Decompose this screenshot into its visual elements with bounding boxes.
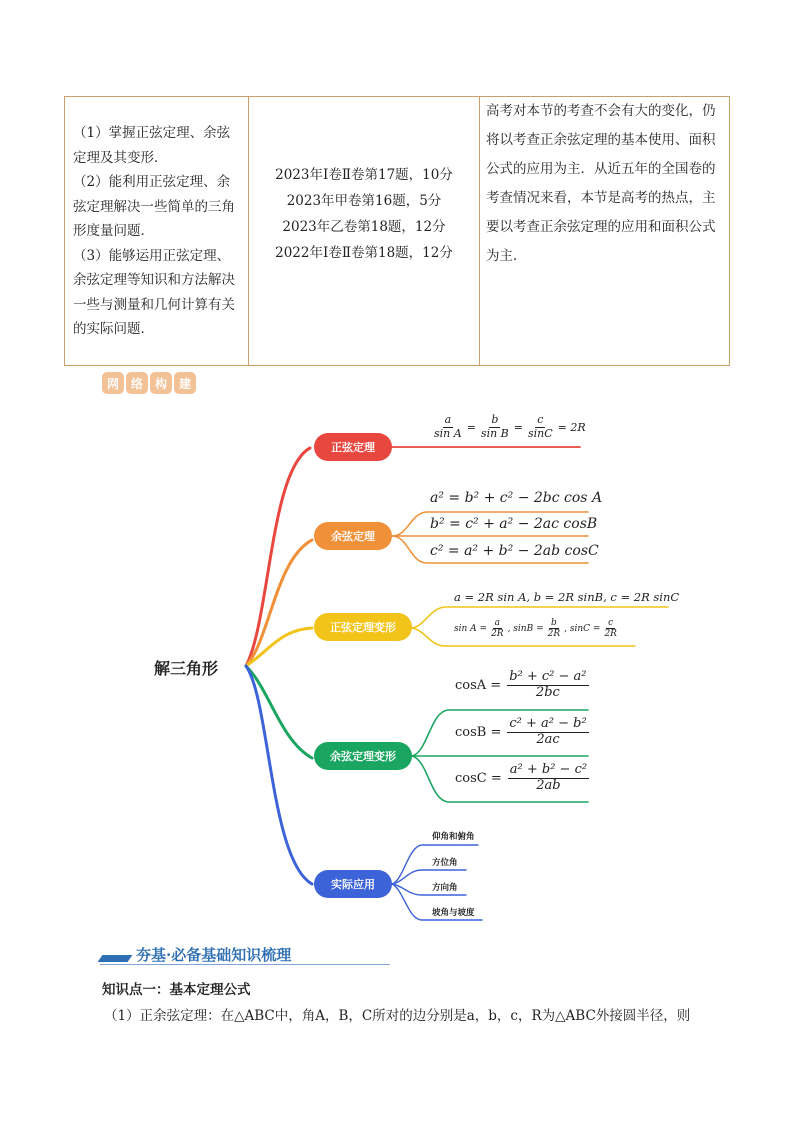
badge-char: 络 (126, 372, 148, 394)
exam-line-2: 2023年甲卷第16题，5分 (286, 193, 442, 209)
formula-sine-variant-1: a = 2R sin A, b = 2R sinB, c = 2R sinC (454, 590, 680, 604)
exam-line-1: 2023年Ⅰ卷Ⅱ卷第17题，10分 (275, 167, 453, 183)
badge-char: 构 (150, 372, 172, 394)
objective-2: （2）能利用正弦定理、余弦定理解决一些简单的三角形度量问题． (73, 174, 235, 239)
objective-1: （1）掌握正弦定理、余弦定理及其变形． (73, 125, 231, 166)
badge-char: 建 (174, 372, 196, 394)
application-direction-angle: 方向角 (432, 883, 458, 893)
formula-cos-variant-a: cosA = $\frac{\text{b² + c² − a²}}{2bc}$ (455, 669, 587, 700)
node-cosine-law: 余弦定理 (314, 522, 392, 550)
section-heading (100, 942, 390, 966)
application-slope: 坡角与坡度 (432, 908, 475, 918)
branch-line-application (246, 666, 312, 884)
branch-line-sine (246, 448, 310, 666)
application-bearing-angle: 方位角 (432, 858, 458, 868)
branch-line-cosine-var (246, 666, 312, 758)
node-application: 实际应用 (314, 870, 392, 898)
formula-cos-variant-c: cosC = $\frac{\text{a² + b² − c²}}{2ab}$ (455, 762, 588, 793)
knowledge-point-title: 知识点一：基本定理公式 (102, 982, 251, 998)
mindmap-root: 解三角形 (154, 659, 219, 678)
application-elevation-depression: 仰角和俯角 (432, 832, 475, 842)
section-heading-bar (98, 955, 133, 962)
analysis-text: 高考对本节的考查不会有大的变化，仍将以考查正余弦定理的基本使用、面积公式的应用为主．从近五年的全国卷的考查情况来看，本节是高考的热点，主要以考查正余弦定理的应用和面积公式为主． (486, 103, 716, 264)
exam-line-4: 2022年Ⅰ卷Ⅱ卷第18题，12分 (275, 245, 453, 261)
exam-line-3: 2023年乙卷第18题，12分 (282, 219, 446, 235)
formula-cos-c: c² = a² + b² − 2ab cosC (430, 543, 599, 559)
branch-line-cosine (246, 540, 312, 666)
formula-cos-b: b² = c² + a² − 2ac cosB (430, 516, 598, 532)
formula-sine-law: $\frac{a}{\text{sin A}}$ = $\frac{b}{\text{sin B}}$ = $\frac{c}{\sin C}$ = 2R (434, 413, 586, 440)
body-paragraph: （1）正余弦定理：在△ABC中，角A，B，C所对的边分别是a，b，c，R为△ABC外接圆半径，则 (104, 1008, 691, 1024)
badge-char: 网 (102, 372, 124, 394)
node-sine-variant: 正弦定理变形 (314, 613, 412, 641)
node-cosine-variant: 余弦定理变形 (314, 742, 412, 770)
section-heading-title: 夯基·必备基础知识梳理 (136, 946, 292, 964)
formula-cos-a: a² = b² + c² − 2bc cos A (430, 490, 603, 506)
node-sine-law: 正弦定理 (314, 433, 392, 461)
objective-3: （3）能够运用正弦定理、余弦定理等知识和方法解决一些与测量和几何计算有关的实际问题． (73, 247, 235, 337)
formula-sine-variant-2: sin A = $\frac{a}{2R}$ , sinB = $\frac{b}{2R}$ , sinC = $\frac{c}{2R}$ (454, 618, 617, 640)
section-heading-rule (100, 964, 390, 965)
formula-cos-variant-b: cosB = $\frac{\text{c² + a² − b²}}{2ac}$ (455, 716, 587, 747)
